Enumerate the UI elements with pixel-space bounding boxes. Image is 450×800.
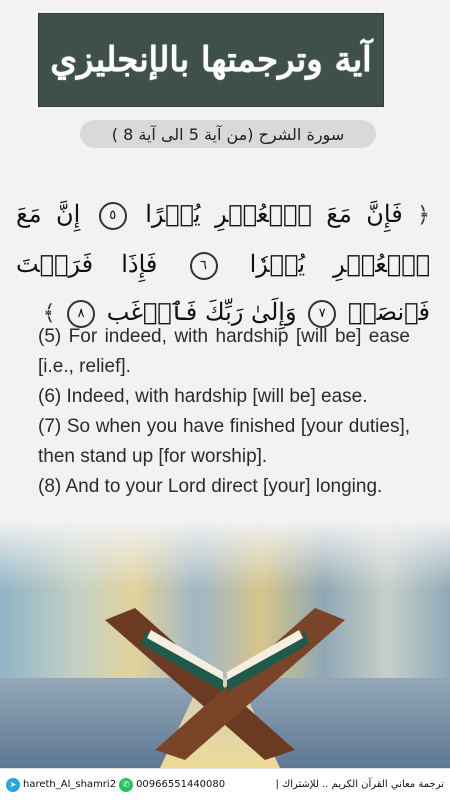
ayah-text: وَإِلَىٰ رَبِّكَ فَٱرۡغَب <box>106 298 297 326</box>
ayah-text: إِنَّ مَعَ ٱلۡعُسۡرِ يُسۡرٗا <box>16 200 430 278</box>
surah-range-label: سورة الشرح (من آية 5 الى آية 8 ) <box>111 124 345 144</box>
subscription-text: ترجمة معاني القرآن الكريم .. للإشتراك | <box>275 779 444 790</box>
telegram-handle[interactable]: hareth_Al_shamri2 <box>23 779 117 790</box>
english-translation <box>38 322 410 502</box>
ayah-number-marker: ٥ <box>99 202 127 230</box>
whatsapp-icon[interactable]: ✆ <box>119 778 133 792</box>
translation-line: (6) Indeed, with hardship [will be] ease. <box>38 386 368 407</box>
rehal-book-stand-icon <box>95 600 355 760</box>
footer-bar <box>0 768 450 800</box>
ayah-number-marker: ٦ <box>190 252 218 280</box>
telegram-icon[interactable]: ➤ <box>6 778 20 792</box>
translation-line: (5) For indeed, with hardship [will be] ease [i.e., relief]. <box>38 326 410 377</box>
quran-stand-image <box>0 520 450 768</box>
page-title: آية وترجمتها بالإنجليزي <box>50 40 372 80</box>
ayah-text: فَإِنَّ مَعَ ٱلۡعُسۡرِ يُسۡرًا <box>145 200 403 228</box>
translation-line: (8) And to your Lord direct [your] longing. <box>38 476 383 497</box>
phone-number[interactable]: 00966551440080 <box>136 779 226 790</box>
ayah-number-marker: ٨ <box>67 300 95 328</box>
ayah-text: فَإِذَا فَرَغۡتَ فَٱنصَبۡ <box>16 250 430 326</box>
ayah-number-marker: ٧ <box>308 300 336 328</box>
quran-verses <box>16 190 430 338</box>
title-banner <box>38 13 384 107</box>
open-ornament: ﴿ <box>417 203 430 228</box>
translation-line: (7) So when you have finished [your duties], then stand up [for worship]. <box>38 416 410 467</box>
footer-contacts <box>6 778 225 792</box>
surah-range-pill <box>80 120 376 148</box>
close-ornament: ﴾ <box>42 301 56 326</box>
